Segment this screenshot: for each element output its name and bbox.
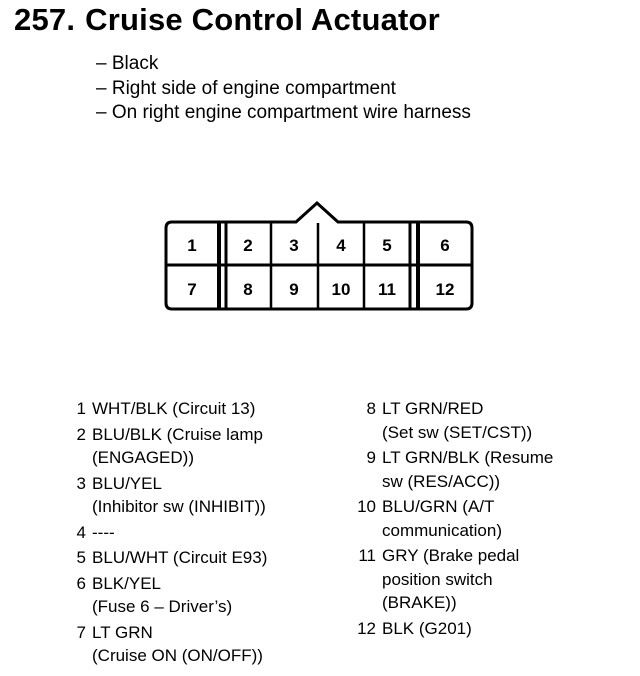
pin-description: LT GRN/BLK (Resume sw (RES/ACC)): [382, 448, 554, 491]
connector-diagram: [0, 0, 640, 330]
cavity-5-label: 5: [382, 236, 392, 255]
pin-list-right: [356, 397, 636, 642]
pin-row: [356, 446, 636, 493]
pin-description: BLU/BLK (Cruise lamp (ENGAGED)): [92, 424, 264, 467]
pin-number: 6: [76, 573, 86, 593]
cavity-9-label: 9: [289, 280, 299, 299]
pin-description: LT GRN/RED (Set sw (SET/CST)): [382, 399, 533, 442]
pin-number: 4: [76, 522, 86, 542]
pin-number: 9: [366, 448, 376, 467]
note-harness: – On right engine compartment wire harness: [96, 101, 471, 126]
note-location: – Right side of engine compartment: [96, 77, 471, 102]
pin-description: LT GRN (Cruise ON (ON/OFF)): [92, 622, 263, 665]
title-text: Cruise Control Actuator: [85, 2, 440, 37]
pin-row: [66, 521, 346, 545]
pin-row: [66, 472, 346, 519]
pin-row: [66, 621, 346, 668]
cavity-7-label: 7: [187, 280, 197, 299]
pin-number: 8: [366, 399, 376, 418]
pin-number: 10: [357, 497, 376, 516]
cavity-2-label: 2: [243, 236, 253, 255]
cavity-3-label: 3: [289, 236, 299, 255]
pin-row: [66, 546, 346, 570]
section-number: 257.: [14, 2, 76, 37]
pin-description: BLU/WHT (Circuit E93): [92, 548, 268, 567]
pin-row: [356, 617, 636, 641]
pin-description: BLU/YEL (Inhibitor sw (INHIBIT)): [92, 473, 266, 516]
pin-number: 2: [76, 424, 86, 444]
cavity-6-label: 6: [440, 236, 450, 255]
cavity-1-label: 1: [187, 236, 197, 255]
pin-description: BLU/GRN (A/T communication): [382, 497, 502, 540]
pin-list-left: [66, 397, 346, 670]
cavity-8-label: 8: [243, 280, 253, 299]
pin-number: 11: [358, 546, 376, 565]
pin-row: [66, 572, 346, 619]
pin-number: 3: [76, 473, 86, 493]
pin-number: 7: [76, 622, 86, 642]
pin-number: 5: [76, 548, 86, 567]
cavity-11-label: 11: [378, 280, 396, 299]
pin-row: [356, 397, 636, 444]
pin-number: 1: [76, 399, 86, 418]
cavity-10-label: 10: [331, 280, 351, 299]
pin-description: ----: [92, 522, 115, 542]
cavity-12-label: 12: [435, 280, 455, 299]
pin-row: [66, 423, 346, 470]
pin-row: [356, 495, 636, 542]
pin-row: [66, 397, 346, 421]
pin-row: [356, 544, 636, 615]
pin-description: GRY (Brake pedal position switch (BRAKE)): [382, 546, 520, 612]
pin-description: BLK (G201): [382, 618, 472, 638]
pin-description: BLK/YEL (Fuse 6 – Driver’s): [92, 573, 233, 616]
cavity-4-label: 4: [336, 236, 346, 255]
pin-number: 12: [357, 618, 376, 638]
note-color: – Black: [96, 52, 471, 77]
pin-description: WHT/BLK (Circuit 13): [92, 399, 256, 418]
